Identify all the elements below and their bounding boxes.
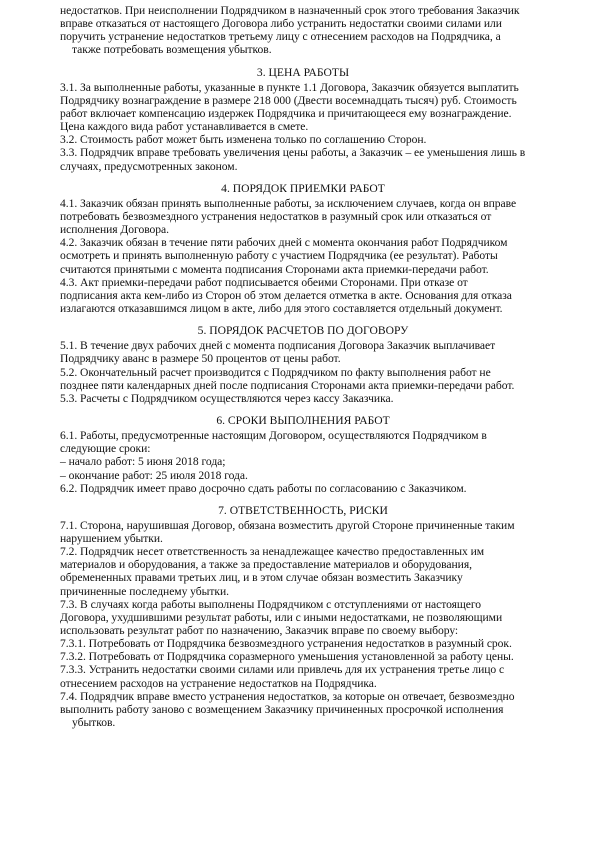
- text-line: Цена каждого вида работ устанавливается в смете.: [60, 120, 309, 134]
- text-line: также потребовать возмещения убытков.: [72, 43, 272, 57]
- text-line: 5.2. Окончательный расчет производится с Подрядчиком по факту выполнения работ не: [60, 365, 491, 379]
- text-line: Подрядчику аванс в размере 50 процентов от цены работ.: [60, 352, 341, 366]
- text-line: 5.1. В течение двух рабочих дней с момента подписания Договора Заказчик выплачивает: [60, 339, 496, 353]
- text-line: Договора, ухудшившими результат работы, или с иными недостатками, не позволяющими: [60, 610, 503, 624]
- text-line: 5.3. Расчеты с Подрядчиком осуществляются через кассу Заказчика.: [60, 391, 394, 405]
- text-line: – начало работ: 5 июня 2018 года;: [60, 455, 226, 469]
- section-heading: 5. ПОРЯДОК РАСЧЕТОВ ПО ДОГОВОРУ: [197, 324, 409, 338]
- text-line: отнесением расходов на устранение недостатков на Подрядчика.: [60, 676, 377, 690]
- text-line: нарушением убытки.: [60, 532, 163, 546]
- text-line: причиненные последнему убытки.: [60, 584, 229, 598]
- text-line: 7.2. Подрядчик несет ответственность за ненадлежащее качество предоставленных им: [60, 545, 485, 559]
- text-line: использовать результат работ по назначению, Заказчик вправе по своему выбору:: [60, 624, 459, 638]
- text-line: 3.2. Стоимость работ может быть изменена только по соглашению Сторон.: [60, 133, 427, 147]
- text-line: выполнить работу заново с возмещением Заказчику причиненных просрочкой исполнения: [60, 702, 504, 716]
- text-line: убытков.: [72, 716, 116, 730]
- text-line: потребовать безвозмездного устранения недостатков в разумный срок или отказаться от: [60, 209, 492, 223]
- text-line: поручить устранение недостатков третьему лицу с отнесением расходов на Подрядчика, а: [60, 30, 501, 44]
- text-line: следующие сроки:: [60, 442, 151, 456]
- text-line: 4.2. Заказчик обязан в течение пяти рабочих дней с момента окончания работ Подрядчиком: [60, 236, 508, 250]
- text-line: считаются принятыми с момента подписания Сторонами акта приемки-передачи работ.: [60, 262, 489, 276]
- text-line: 7.3. В случаях когда работы выполнены Подрядчиком с отступлениями от настоящего: [60, 597, 482, 611]
- text-line: – окончание работ: 25 июля 2018 года.: [60, 468, 248, 482]
- text-line: осмотреть и принять выполненную работу с участием Подрядчика (ее результат). Работы: [60, 249, 498, 263]
- text-line: 6.2. Подрядчик имеет право досрочно сдать работы по согласованию с Заказчиком.: [60, 481, 467, 495]
- text-line: 4.3. Акт приемки-передачи работ подписывается обеими Сторонами. При отказе от: [60, 275, 468, 289]
- text-line: материалов и оборудования, а также за предоставление материалов и оборудования,: [60, 558, 472, 572]
- text-line: подписания акта кем-либо из Сторон об этом делается отметка в акте. Основания для отказа: [60, 288, 512, 302]
- text-line: излагаются отказавшимся лицом в акте, либо для этого составляется отдельный документ.: [60, 301, 503, 315]
- text-line: 7.4. Подрядчик вправе вместо устранения недостатков, за которые он отвечает, безвозмездно: [60, 689, 515, 703]
- text-line: вправе отказаться от настоящего Договора либо устранить недостатки своими силами или: [60, 17, 502, 31]
- text-line: позднее пяти календарных дней после подписания Сторонами акта приемки-передачи работ.: [60, 378, 515, 392]
- text-line: работ включает компенсацию издержек Подрядчика и причитающееся ему вознаграждение.: [60, 106, 512, 120]
- text-line: исполнения Договора.: [60, 223, 169, 237]
- section-heading: 7. ОТВЕТСТВЕННОСТЬ, РИСКИ: [218, 503, 388, 517]
- text-line: 7.3.3. Устранить недостатки своими силами или привлечь для их устранения третье лицо с: [60, 663, 505, 677]
- text-line: 7.1. Сторона, нарушившая Договор, обязана возместить другой Стороне причиненные таким: [60, 518, 515, 532]
- text-line: 3.3. Подрядчик вправе требовать увеличения цены работы, а Заказчик – ее уменьшения лишь в: [60, 146, 526, 160]
- text-line: 7.3.1. Потребовать от Подрядчика безвозмездного устранения недостатков в разумный срок.: [60, 637, 512, 651]
- section-heading: 4. ПОРЯДОК ПРИЕМКИ РАБОТ: [221, 181, 385, 195]
- text-line: 4.1. Заказчик обязан принять выполненные работы, за исключением случаев, когда он вправе: [60, 196, 517, 210]
- text-line: 7.3.2. Потребовать от Подрядчика соразмерного уменьшения установленной за работу цены.: [60, 650, 514, 664]
- text-line: случаях, предусмотренных законом.: [60, 159, 238, 173]
- text-line: Подрядчику вознаграждение в размере 218 000 (Двести восемнадцать тысяч) руб. Стоимость: [60, 93, 517, 107]
- text-line: недостатков. При неисполнении Подрядчиком в назначенный срок этого требования Заказчик: [60, 4, 520, 17]
- text-line: 6.1. Работы, предусмотренные настоящим Договором, осуществляются Подрядчиком в: [60, 429, 487, 443]
- section-heading: 6. СРОКИ ВЫПОЛНЕНИЯ РАБОТ: [216, 413, 390, 427]
- section-heading: 3. ЦЕНА РАБОТЫ: [256, 65, 350, 79]
- text-line: обремененных правами третьих лиц, и в этом случае обязан возместить Заказчику: [60, 571, 463, 585]
- text-line: 3.1. За выполненные работы, указанные в пункте 1.1 Договора, Заказчик обязуется выплатить: [60, 80, 519, 94]
